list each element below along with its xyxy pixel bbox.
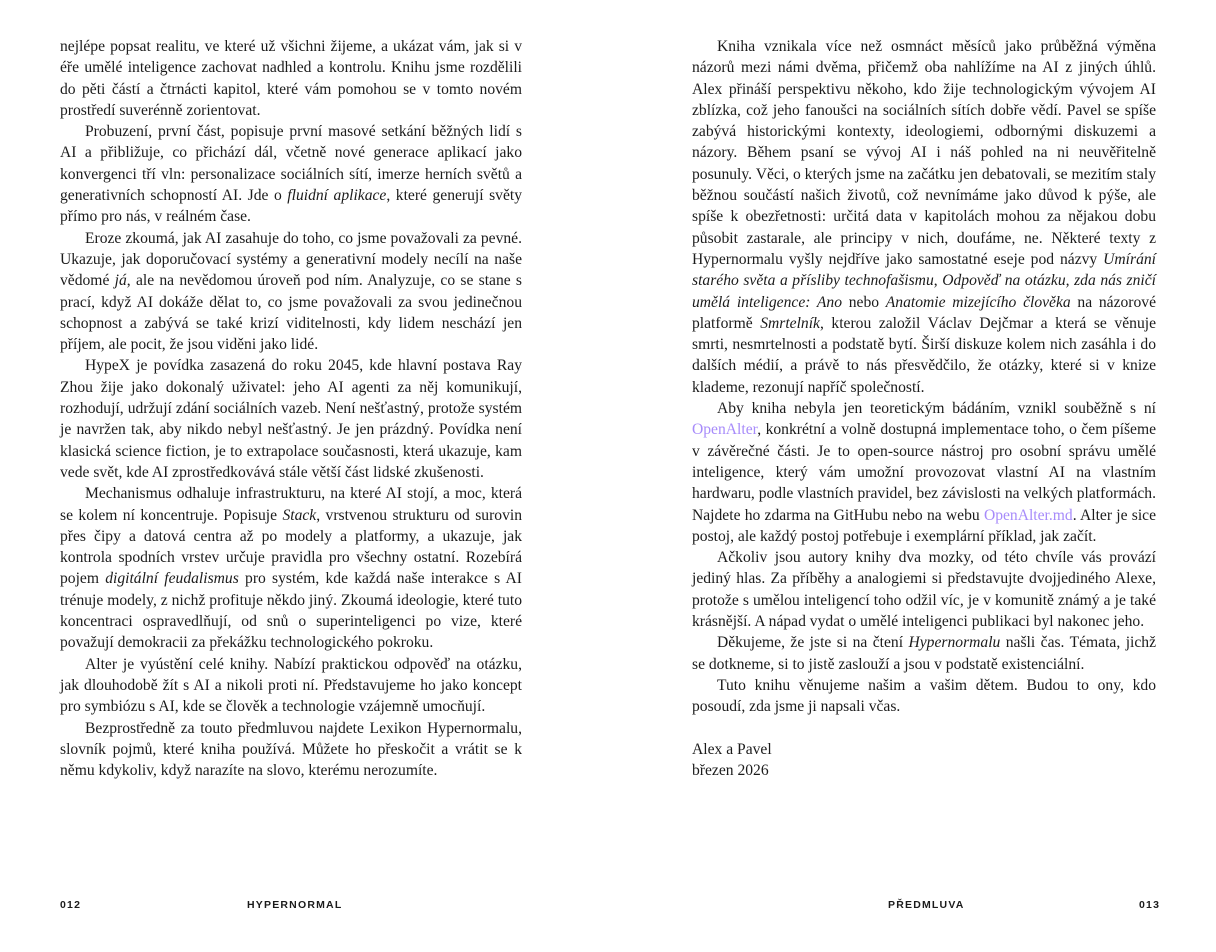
left-page (60, 36, 522, 781)
text-run: , konkrétní a volně dostupná implementace toho, o čem píšeme v závěrečné části. Je to open-source nástroj pro osobní správu umělé inteligence, který vám umožní provozovat vlastní AI na vlastním hardwaru, podle vlastních pravidel, bez závislosti na velkých platformách. Najdete ho zdarma na GitHubu nebo na webu (692, 421, 1156, 524)
text-run: , (933, 272, 943, 290)
text-run: Alter je vyústění celé knihy. Nabízí praktickou odpověď na otázku, jak dlouhodobě žít s AI a nikoli proti ní. Představujeme ho jako koncept pro symbiózu s AI, kde se člověk a technologie vzájemně umocňují. (60, 655, 522, 716)
paragraph (60, 718, 522, 782)
text-run: nebo (842, 293, 886, 311)
paragraph (60, 654, 522, 718)
italic-term: Odpověď na otázku, zda nás zničí umělá inteligence: Ano (692, 272, 1156, 311)
paragraph (60, 36, 522, 121)
text-run: Probuzení, první část, popisuje první masové setkání běžných lidí s AI a přibližuje, co přichází dál, včetně nové generace aplikací jako konvergenci tří vln: personalizace sociálních sítí, imerze herních světů a generativních schopností AI. Jde o (60, 123, 522, 205)
text-run: Děkujeme, že jste si na čtení (717, 634, 909, 652)
right-page-number: 013 (1139, 899, 1161, 911)
text-run: . Alter je sice postoj, ale každý postoj potřebuje i exemplární příklad, jak začít. (692, 506, 1156, 545)
text-run: Tuto knihu věnujeme našim a vašim dětem. Budou to ony, kdo posoudí, zda jsme ji napsali včas. (692, 676, 1156, 716)
italic-term: Stack (282, 506, 317, 524)
right-running-title: PŘEDMLUVA (888, 899, 965, 911)
text-run: , které generují světy přímo pro nás, v reálném čase. (60, 187, 523, 226)
signature-names: Alex a Pavel (692, 740, 772, 758)
signature-date: březen 2026 (692, 761, 769, 779)
text-run: pro systém, kde každá naše interakce s AI trénuje modely, z nichž profituje někdo jiný. Zkoumá ideologie, které tuto koncentraci ospravedlňují, od snů o superinteligenci po vize, které považují demokracii za překážku technologického pokroku. (60, 570, 522, 652)
text-run: Ačkoliv jsou autory knihy dva mozky, od této chvíle vás provází jediný hlas. Za příběhy a analogiemi si představujte dvojjediného Alexe, protože s umělou inteligencí toho odžil víc, je v komunitě známý a je také krásnější. A nápad vydat o umělé inteligenci publikaci byl nakonec jeho. (692, 549, 1156, 631)
italic-term: fluidní aplikace (287, 187, 387, 205)
paragraph (692, 675, 1156, 718)
paragraph (692, 547, 1156, 632)
text-run: Kniha vznikala více než osmnáct měsíců jako průběžná výměna názorů mezi námi dvěma, přičemž oba nahlížíme na AI z jiných úhlů. Alex přináší perspektivu někoho, kdo žije technologickým vývojem AI zblízka, což jeho fanoušci na sociálních sítích dobře vědí. Pavel se spíše zabývá historickými kontexty, ideologiemi, odbornými diskuzemi a názory. Během psaní se vývoj AI i náš pohled na ni neuvěřitelně posunuly. Věci, o kterých jsme na začátku jen debatovali, se mezitím staly běžnou součástí našich životů, což nevnímáme jako důvod k pýše, ale spíše k obezřetnosti: určitá data v kapitolách mohou za nějakou dobu působit zastarale, ale principy v nich, doufáme, ne. Některé texty z Hypernormalu vyšly nejdříve jako samostatné eseje pod názvy (692, 38, 1156, 268)
paragraph (60, 121, 522, 227)
italic-term: Anatomie mizejícího člověka (885, 293, 1071, 311)
italic-term: já (114, 272, 127, 290)
text-run: Eroze zkoumá, jak AI zasahuje do toho, co jsme považovali za pevné. Ukazuje, jak doporučovací systémy a generativní modely necílí na naše vědomé (60, 229, 522, 290)
text-run: našli čas. Témata, jichž se dotkneme, si to jistě zaslouží a jsou v podstatě existenciální. (692, 634, 1156, 673)
paragraph (60, 228, 522, 356)
left-running-title: HYPERNORMAL (247, 899, 343, 911)
paragraph (692, 36, 1156, 398)
paragraph (692, 632, 1156, 675)
left-page-number: 012 (60, 899, 82, 911)
paragraph (60, 483, 522, 653)
openalter-link[interactable]: OpenAlter.md (983, 506, 1073, 524)
right-page-text (692, 36, 1156, 718)
italic-term: Hypernormalu (908, 634, 1001, 652)
italic-term: Umírání starého světa a přísliby technofašismu (692, 250, 1156, 290)
text-run: , vrstvenou strukturu od surovin přes čipy a datová centra až po modely a platformy, a ukazuje, jak kontrola spodních vrstev určuje pravidla pro všechny ostatní. Rozebírá pojem (60, 506, 522, 588)
italic-term: digitální feudalismus (105, 570, 239, 588)
openalter-link[interactable]: OpenAlter (692, 421, 758, 439)
text-run: HypeX je povídka zasazená do roku 2045, kde hlavní postava Ray Zhou žije jako dokonalý uživatel: jeho AI agenti za něj komunikují, rozhodují, udržují zdání sociálních vazeb. Není nešťastný, protože systém je navržen tak, aby nikdo nebyl nešťastný. Je jen prázdný. Povídka není klasická science fiction, je to extrapolace současnosti, která ukazuje, kam vede svět, kde AI zprostředkovává stále větší část lidské zkušenosti. (60, 357, 522, 481)
text-run: , kterou založil Václav Dejčmar a která se věnuje smrti, nesmrtelnosti a podstatě bytí. Širší diskuze kolem nich zasáhla i do dalších médií, a právě to nás přesvědčilo, že otázky, které si v knize klademe, rezonují napříč společností. (692, 314, 1156, 396)
text-run: , ale na nevědomou úroveň pod ním. Analyzuje, co se stane s prací, když AI dokáže dělat to, co jsme považovali za svou jedinečnou schopnost a zabývá se také krizí viditelnosti, kdy lidem neschází jen příjem, ale pocit, že jsou viděni jako lidé. (60, 272, 523, 354)
text-run: Bezprostředně za touto předmluvou najdete Lexikon Hypernormalu, slovník pojmů, které kniha používá. Můžete ho přeskočit a vrátit se k němu kdykoliv, když narazíte na slovo, kterému nerozumíte. (60, 719, 522, 780)
right-page (692, 36, 1156, 781)
paragraph (692, 398, 1156, 547)
text-run: Mechanismus odhaluje infrastrukturu, na které AI stojí, a moc, která se kolem ní koncentruje. Popisuje (60, 485, 522, 524)
text-run: na názorové platformě (692, 293, 1156, 332)
italic-term: Smrtelník (760, 314, 820, 332)
paragraph (60, 355, 522, 483)
text-run: Aby kniha nebyla jen teoretickým bádáním, vznikl souběžně s ní (717, 400, 1156, 418)
text-run: nejlépe popsat realitu, ve které už všichni žijeme, a ukázat vám, jak si v éře umělé inteligence zachovat nadhled a kontrolu. Knihu jsme rozdělili do pěti částí a čtrnácti kapitol, které vám pomohou se v tomto novém prostředí suverénně zorientovat. (60, 38, 522, 119)
